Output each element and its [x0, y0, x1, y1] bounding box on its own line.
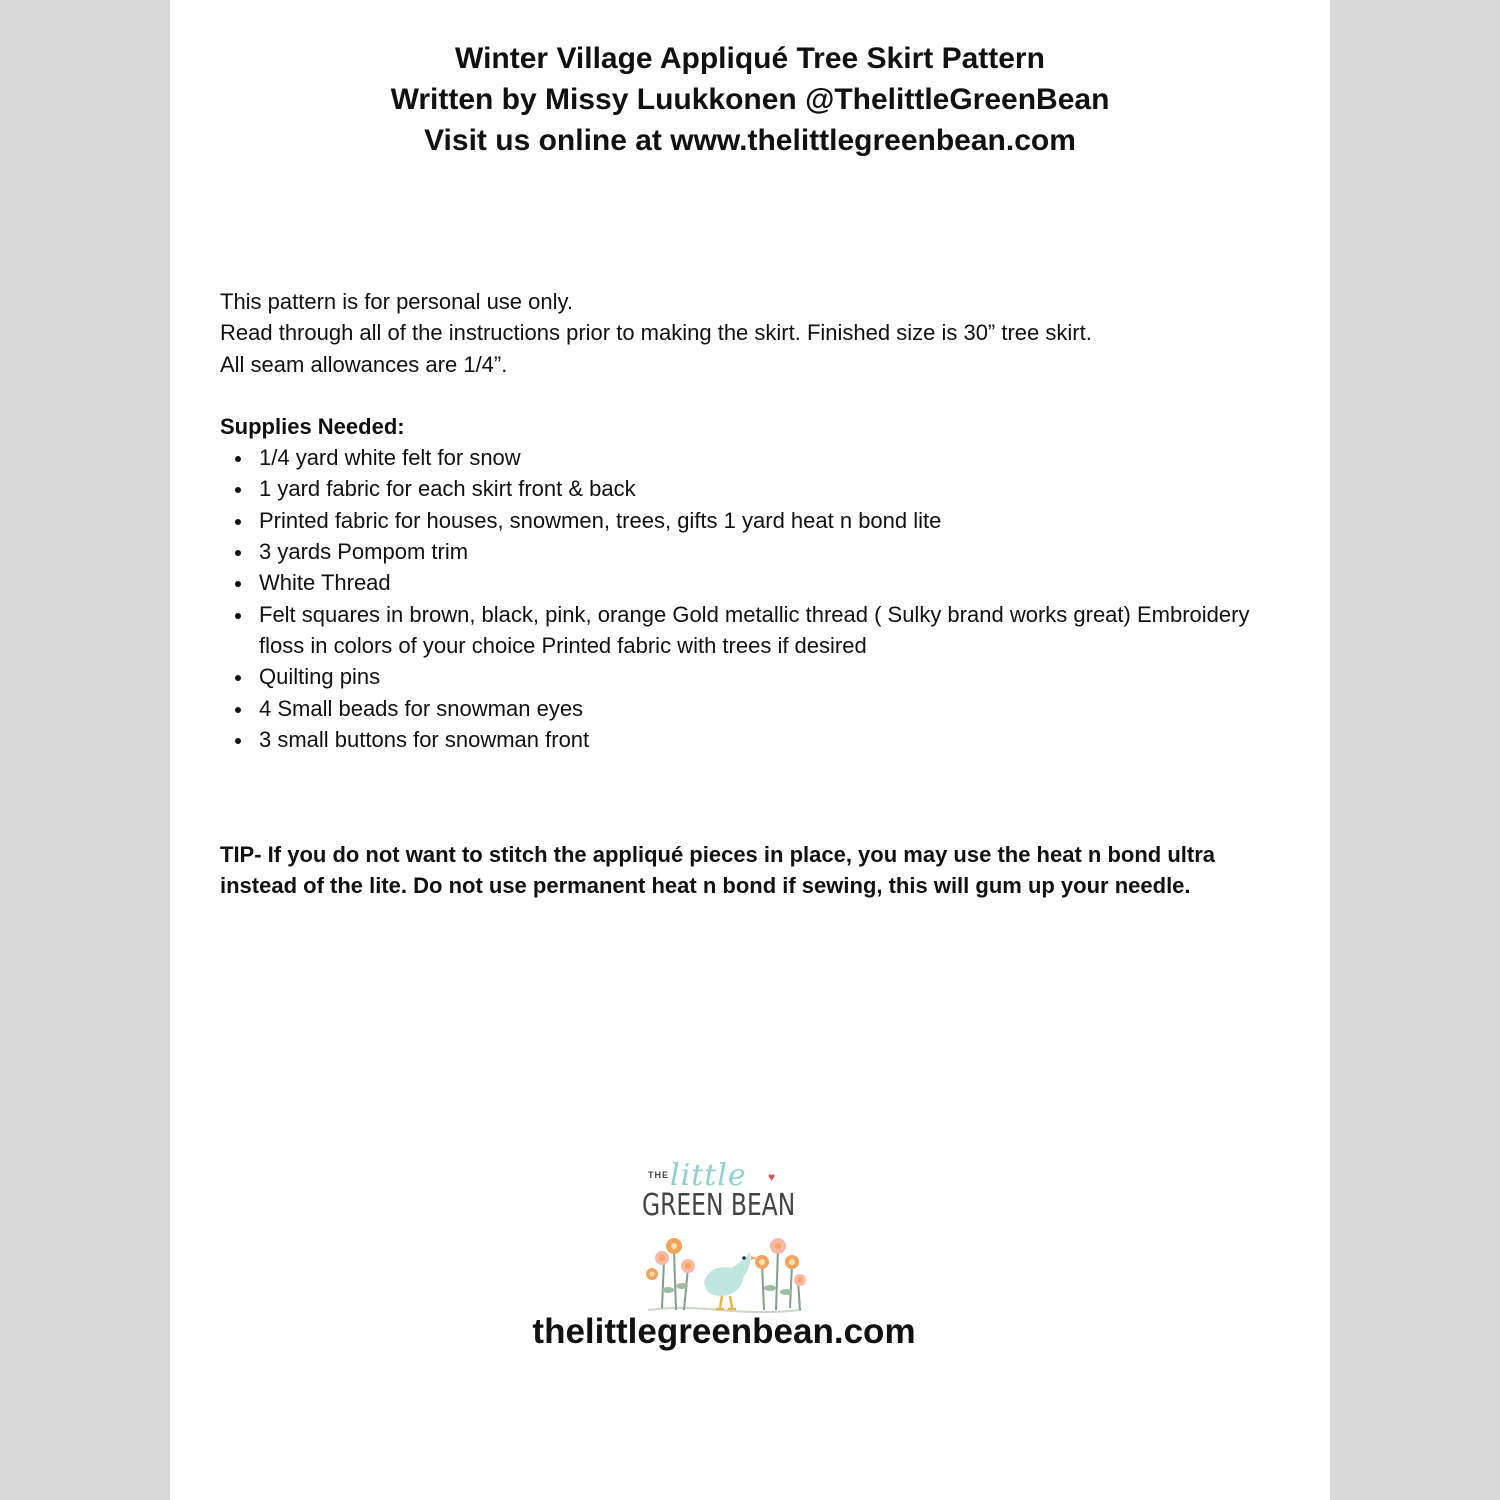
- flowers-and-bird-icon: [640, 1230, 810, 1318]
- list-item: 1 yard fabric for each skirt front & back: [259, 473, 1280, 504]
- list-item: White Thread: [259, 567, 1280, 598]
- list-item: Printed fabric for houses, snowmen, trees, gifts 1 yard heat n bond lite: [259, 505, 1280, 536]
- intro-line-instructions: Read through all of the instructions prior to making the skirt. Finished size is 30” tree skirt.: [220, 320, 1092, 346]
- supplies-heading: Supplies Needed:: [220, 413, 405, 439]
- footer-website-url: thelittlegreenbean.com: [532, 1312, 916, 1351]
- heart-icon: ♥: [768, 1170, 776, 1184]
- list-item: Felt squares in brown, black, pink, orange Gold metallic thread ( Sulky brand works great) Embroidery floss in colors of your choice Printed fabric with trees if desired: [259, 599, 1280, 662]
- little-green-bean-logo: [640, 1158, 810, 1318]
- logo-green-bean-text: GREEN BEAN: [642, 1188, 796, 1223]
- list-item: 3 yards Pompom trim: [259, 536, 1280, 567]
- logo-the-text: THE: [648, 1170, 669, 1180]
- intro-section: [220, 286, 1280, 755]
- list-item: 1/4 yard white felt for snow: [259, 442, 1280, 473]
- document-page: [170, 0, 1330, 1500]
- intro-line-seam-allowance: All seam allowances are 1/4”.: [220, 351, 508, 377]
- author-line: Written by Missy Luukkonen @ThelittleGreenBean: [390, 83, 1110, 116]
- list-item: 3 small buttons for snowman front: [259, 724, 1280, 755]
- list-item: 4 Small beads for snowman eyes: [259, 693, 1280, 724]
- intro-line-personal-use: This pattern is for personal use only.: [220, 289, 573, 314]
- document-title: Winter Village Appliqué Tree Skirt Pattern: [455, 42, 1045, 75]
- supplies-list: [220, 442, 1280, 755]
- document-header: [170, 38, 1330, 161]
- tip-paragraph: TIP- If you do not want to stitch the appliqué pieces in place, you may use the heat n bond ultra instead of the lite. Do not use permanent heat n bond if sewing, this will gum up your needle.: [220, 842, 1215, 899]
- logo-little-text: little: [670, 1158, 747, 1193]
- list-item: Quilting pins: [259, 661, 1280, 692]
- website-line: Visit us online at www.thelittlegreenbean.com: [424, 124, 1076, 157]
